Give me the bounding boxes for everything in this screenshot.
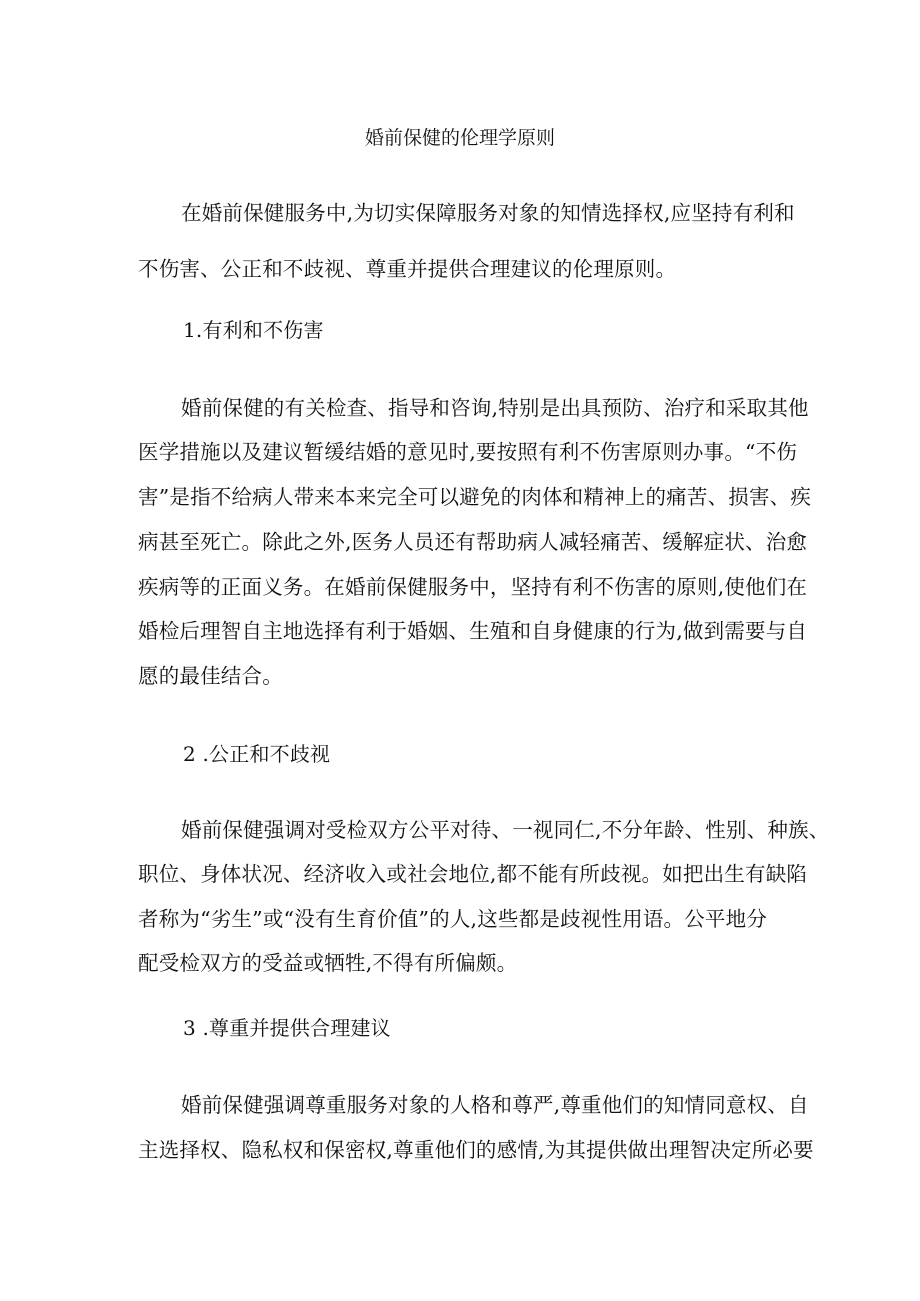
section-1-line-7: 愿的最佳结合。 [138, 664, 283, 688]
section-2-line-1: 婚前保健强调对受检双方公平对待、一视同仁,不分年龄、性别、种族、 [181, 818, 830, 842]
section-2-heading: 2 .公正和不歧视 [183, 742, 331, 766]
section-1-line-3: 害”是指不给病人带来本来完全可以避免的肉体和精神上的痛苦、损害、疾 [138, 485, 812, 509]
intro-line-2: 不伤害、公正和不歧视、尊重并提供合理建议的伦理原则。 [138, 257, 677, 281]
section-3-line-1: 婚前保健强调尊重服务对象的人格和尊严,尊重他们的知情同意权、自 [181, 1093, 809, 1117]
section-3-line-2: 主选择权、隐私权和保密权,尊重他们的感情,为其提供做出理智决定所必要 [138, 1138, 814, 1162]
section-2-line-3: 者称为“劣生”或“没有生育价值”的人,这些都是歧视性用语。公平地分 [138, 907, 768, 931]
section-1-heading: 1.有利和不伤害 [183, 318, 324, 342]
section-2-line-2: 职位、身体状况、经济收入或社会地位,都不能有所歧视。如把出生有缺陷 [138, 862, 808, 886]
section-1-line-6: 婚检后理智自主地选择有利于婚姻、生殖和自身健康的行为,做到需要与自 [138, 619, 808, 643]
document-title: 婚前保健的伦理学原则 [364, 127, 555, 149]
section-1-line-2: 医学措施以及建议暂缓结婚的意见时,要按照有利不伤害原则办事。“不伤 [138, 440, 798, 464]
intro-line-1: 在婚前保健服务中,为切实保障服务对象的知情选择权,应坚持有利和 [181, 201, 795, 225]
section-3-heading: 3 .尊重并提供合理建议 [183, 1016, 391, 1040]
section-1-line-4: 病甚至死亡。除此之外,医务人员还有帮助病人减轻痛苦、缓解症状、治愈 [138, 530, 808, 554]
section-1-line-1: 婚前保健的有关检查、指导和咨询,特别是出具预防、治疗和采取其他 [181, 396, 809, 420]
section-1-line-5: 疾病等的正面义务。在婚前保健服务中，坚持有利不伤害的原则,使他们在 [138, 575, 808, 599]
section-2-line-4: 配受检双方的受益或牺牲,不得有所偏颇。 [138, 951, 518, 975]
